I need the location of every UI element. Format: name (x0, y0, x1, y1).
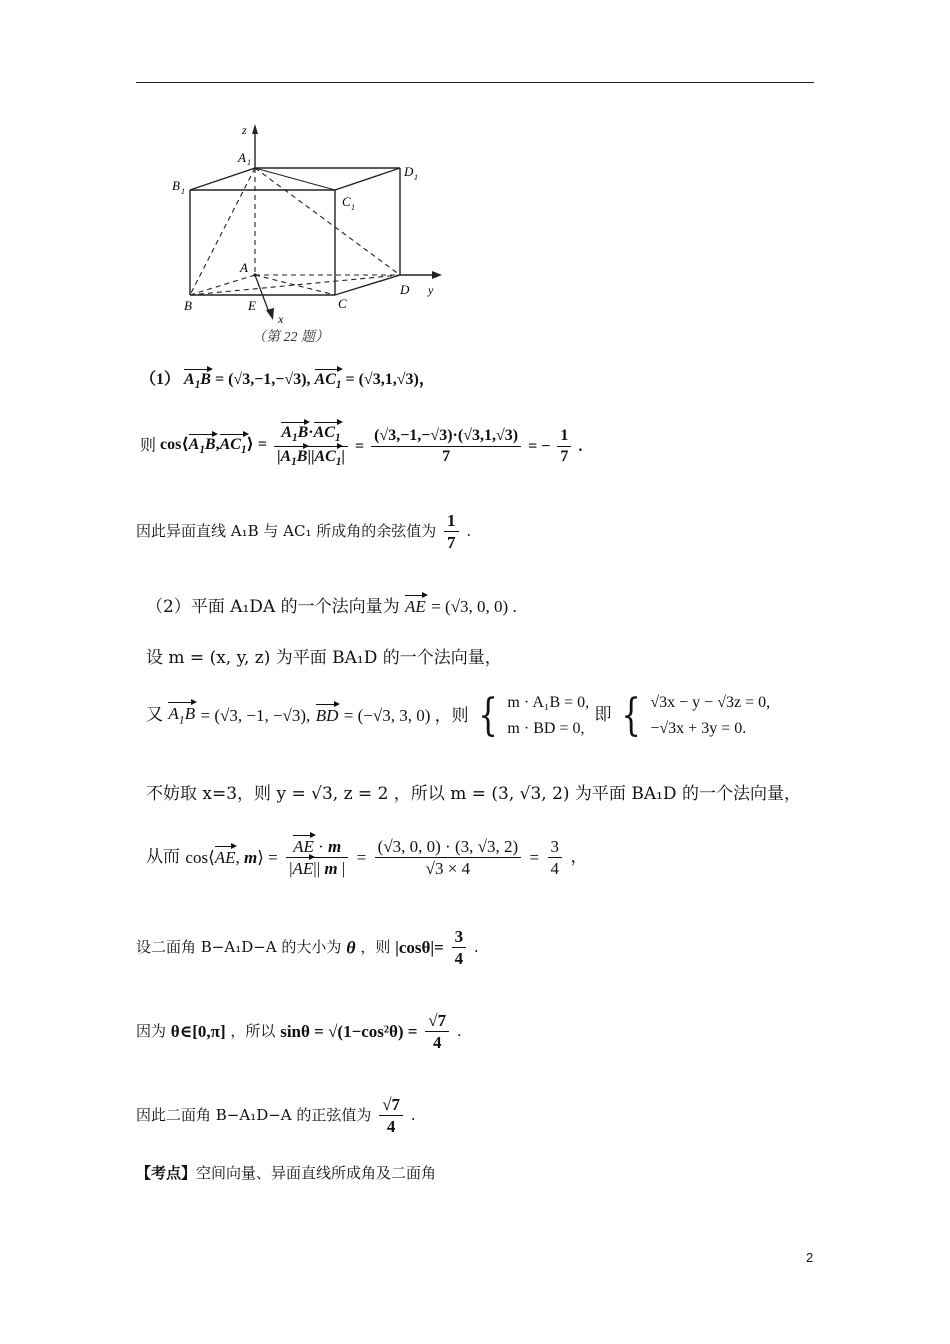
label-x: x (278, 312, 284, 326)
part1-intro: （1） (140, 371, 181, 388)
vec-AC1-coords: (√3,1,√3) (358, 371, 419, 388)
label-B1-sub: 1 (181, 187, 185, 196)
sin-line: 因为 θ∈[0,π] ，所以 sinθ = √(1−cos²θ) = $\frac{√7}{4}$ . (136, 1011, 462, 1052)
vec-A1B-coords: (√3,−1,−√3) (228, 371, 307, 388)
vec-AE: AE (405, 597, 426, 616)
label-D1-sub: 1 (414, 173, 418, 182)
part1-conclusion-fraction: $\frac{1}{7}$ (444, 512, 459, 551)
then-word: 则 (140, 437, 157, 455)
label-E: E (248, 298, 256, 313)
part2-take-line: 不妨取 x=3，则 y = √3, z = 2 ，所以 m = (3, √3, 2) 为平面 BA₁D 的一个法向量， (146, 784, 801, 804)
final-line: 因此二面角 B−A₁D−A 的正弦值为 $\frac{√7}{4}$ . (136, 1095, 416, 1136)
part1-cosine: 则 $\cos⟨A_1B,AC_1⟩$ = $\frac{A_1B\cdot AC_1}{|A_1B||AC_1|}$ = $\frac{(√3,-1,-√3)\cdot(√3,1,√3)}{7}$ = − $\frac{1}{7}$ . (140, 424, 583, 469)
label-z: z (242, 123, 247, 137)
label-A: A (240, 260, 248, 275)
part2-again-line: 又 $A_1B = (√3$, −1, −√3), BD = (−√3, 3, 0) ，则 { m · A₁B = 0, m · BD = 0, 即 { √3x − y − √3z = 0, −√3x + 3y = 0. (146, 689, 771, 741)
kaodian-label: 【考点】 (136, 1164, 197, 1182)
cos-fraction-1: $\frac{A_1B\cdot AC_1}{|A_1B||AC_1|}$ (274, 425, 348, 469)
vec-AC1: $AC_1$ (314, 371, 342, 392)
label-B1: B (172, 178, 180, 193)
kaodian-text: 空间向量、异面直线所成角及二面角 (196, 1164, 437, 1182)
label-B: B (184, 298, 192, 313)
part2-intro: （2）平面 A₁DA 的一个法向量为 (146, 597, 400, 617)
page-number: 2 (806, 1250, 814, 1265)
label-C1-sub: 1 (351, 203, 355, 212)
cos-result-fraction: $\frac{1}{7}$ (557, 428, 571, 465)
label-A1: A (238, 150, 246, 165)
label-D: D (400, 282, 410, 297)
part2-intro-line (146, 598, 950, 616)
kaodian-line (136, 1166, 950, 1181)
AE-value: = (√3, 0, 0) . (431, 597, 517, 616)
theta-line: 设二面角 B−A₁D−A 的大小为 θ ，则 |cosθ|= $\frac{3}{4}$ . (136, 927, 479, 968)
vec-A1B-value: = (214, 371, 229, 388)
result-sign: = − (528, 437, 551, 455)
part2-set-m: 设 m = (x, y, z) 为平面 BA₁D 的一个法向量， (146, 648, 502, 668)
part2-cos-line: 从而 cos⟨AE, m⟩ = $\frac{AE \cdot m}{|AE|| m |}$ = $\frac{(√3, 0, 0) \cdot (3, √3, 2)}{√3 \times 4}$ = $\frac{3}{4}$ ， (146, 837, 588, 878)
cuboid-diagram (160, 110, 460, 350)
cos-fraction-2: $\frac{(√3,-1,-√3)\cdot(√3,1,√3)}{7}$ (371, 428, 521, 465)
header-rule (136, 82, 814, 83)
figure-caption: （第 22 题） (252, 330, 329, 345)
label-C1: C (342, 194, 351, 209)
part1-conclusion: 因此异面直线 A₁B 与 AC₁ 所成角的余弦值为 $\frac{1}{7}$ . (136, 511, 472, 552)
label-D1: D (404, 164, 414, 179)
label-C: C (338, 296, 347, 311)
part1-vectors: （1） $A_1B = (√3,-1,-√3)$, $AC_1 = (√3,1,√3)$， (140, 371, 435, 392)
vec-A1B: $A_1B$ (184, 371, 211, 392)
label-y: y (428, 283, 434, 297)
label-A1-sub: 1 (247, 158, 251, 167)
part1-conclusion-text: 因此异面直线 A₁B 与 AC₁ 所成角的余弦值为 (136, 522, 437, 540)
cuboid-figure (160, 110, 460, 350)
